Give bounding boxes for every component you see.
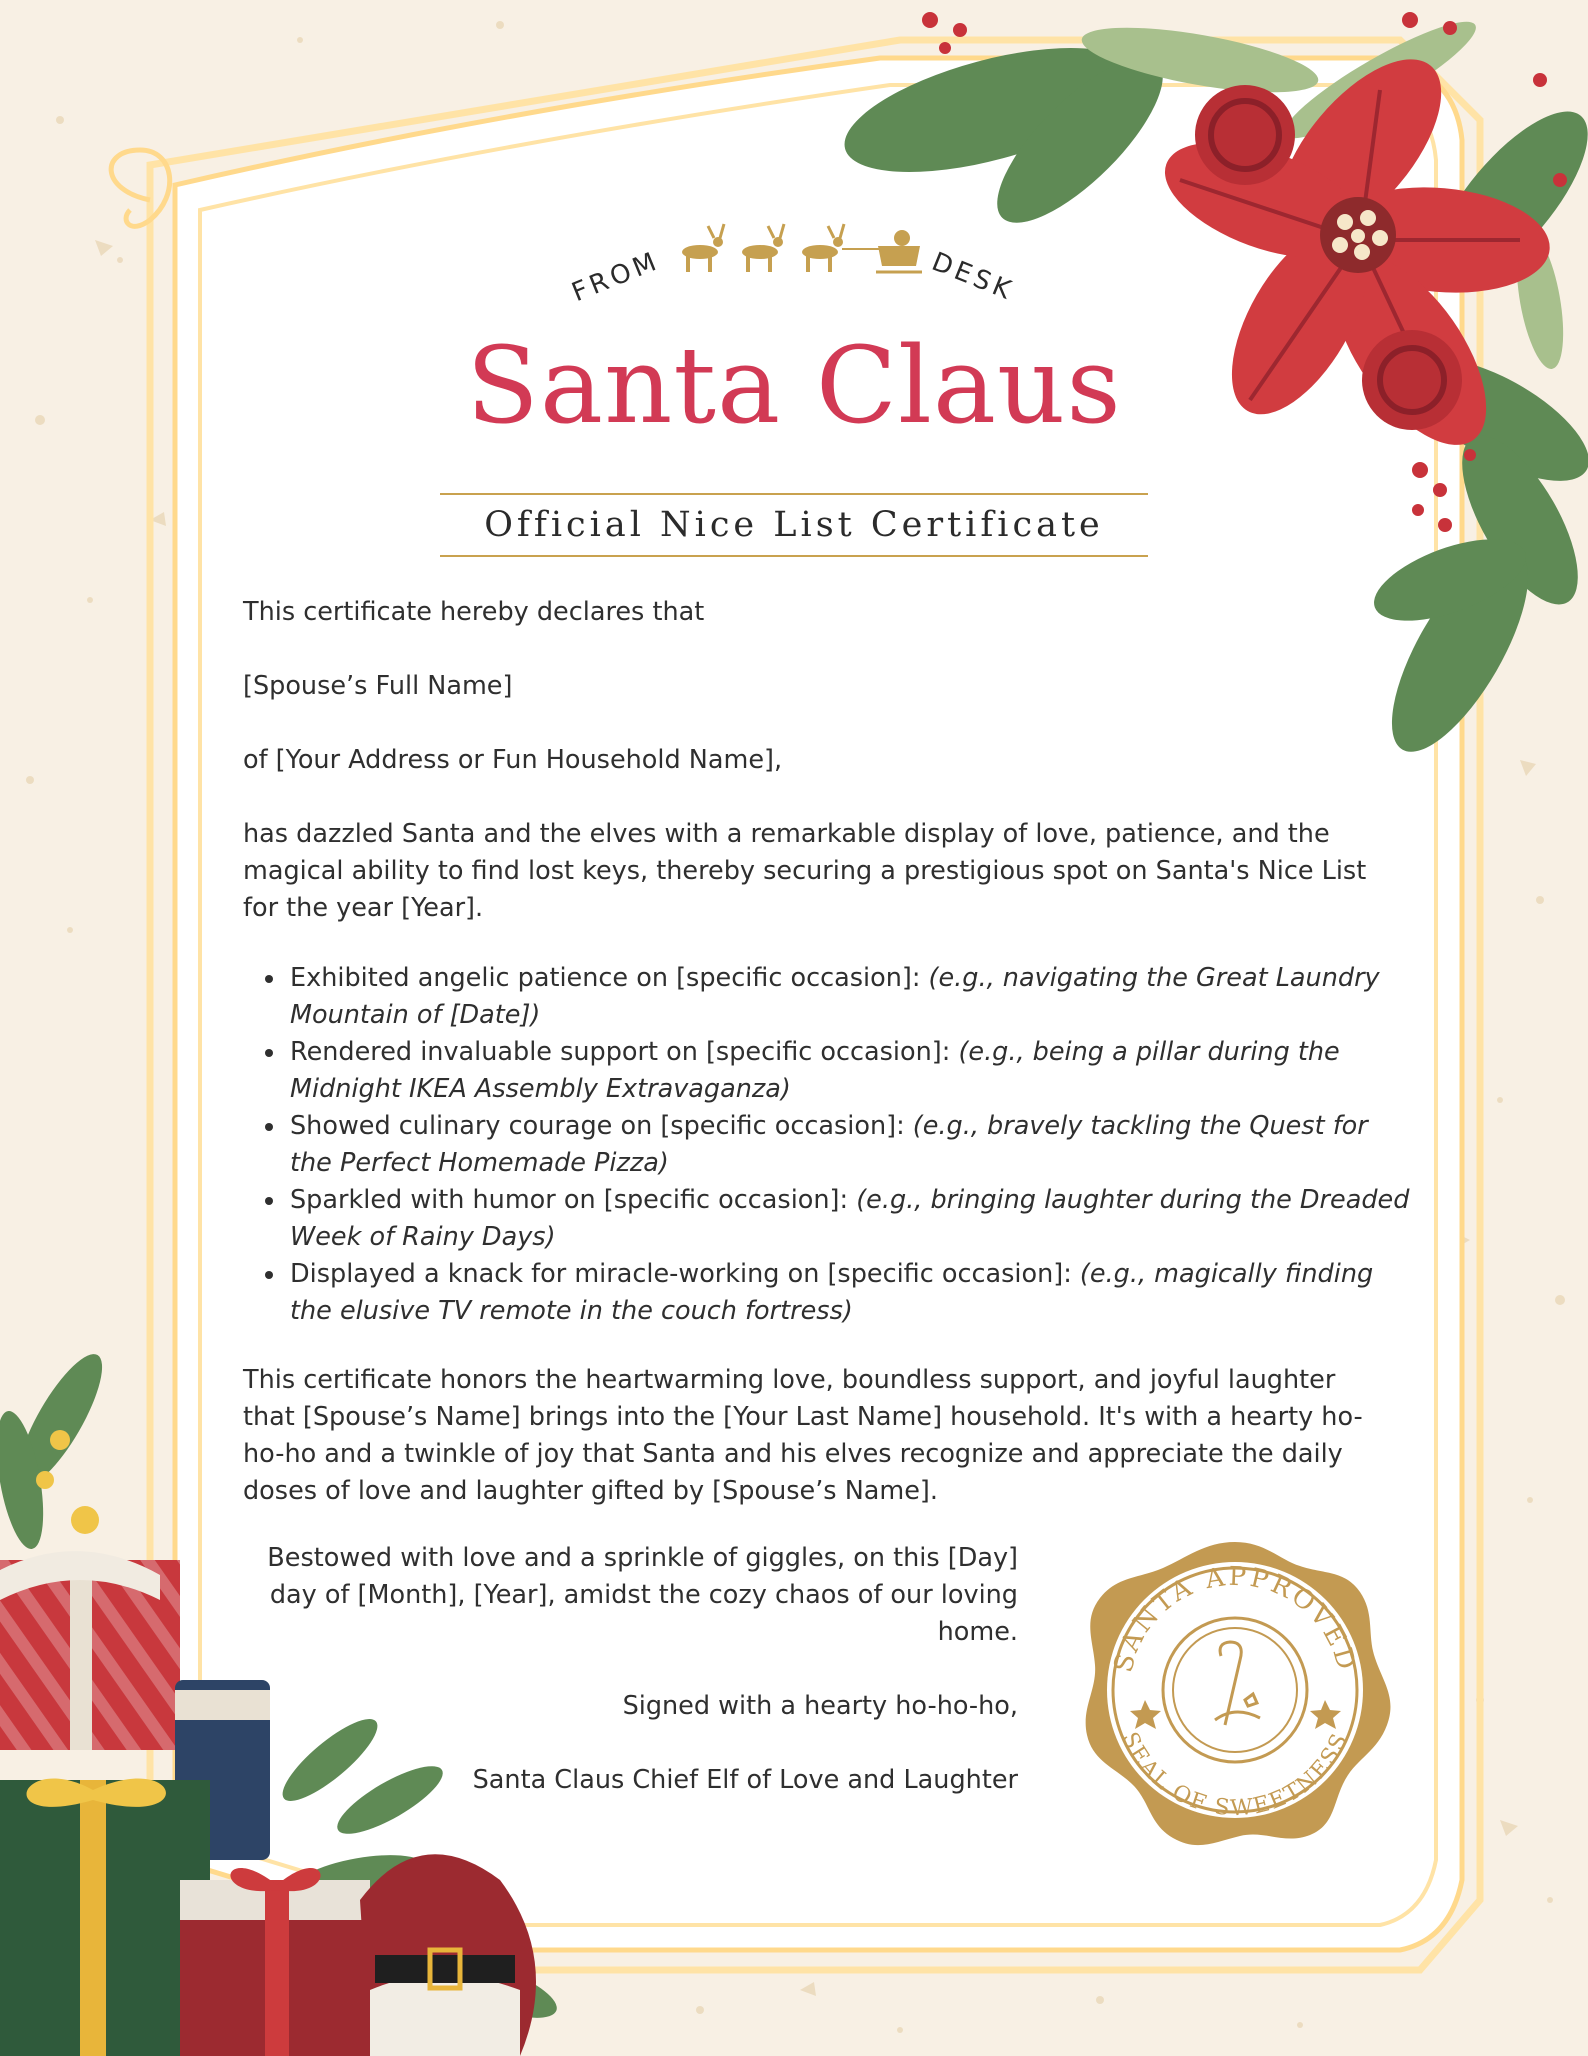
intro-text: This certificate hereby declares that — [243, 597, 705, 627]
achievement-example: (e.g., bravely tackling the Quest for the Perfect Homemade Pizza) — [290, 1111, 1368, 1178]
list-item — [290, 1108, 1410, 1182]
honor-text: This certificate honors the heartwarming love, boundless support, and joyful laughter that [Spouse’s Name] brings into the [Your Last Name] household. It's with a hearty ho-ho-ho and a twinkle of joy that Santa and his elves recognize and appreciate the daily doses of love and laughter gifted by [Spouse’s Name]. — [243, 1365, 1363, 1506]
achievement-text: Showed culinary courage on [specific occasion]: — [290, 1111, 913, 1141]
achievement-list — [243, 960, 1410, 1330]
list-item — [290, 1182, 1410, 1256]
achievement-example: (e.g., magically finding the elusive TV remote in the couch fortress) — [290, 1259, 1374, 1326]
signed-text: Signed with a hearty ho-ho-ho, — [622, 1691, 1018, 1721]
spouse-name: [Spouse’s Full Name] — [243, 671, 513, 701]
list-item — [290, 1256, 1410, 1330]
achievement-text: Displayed a knack for miracle-working on [specific occasion]: — [290, 1259, 1080, 1289]
achievement-example: (e.g., bringing laughter during the Dreaded Week of Rainy Days) — [290, 1185, 1410, 1252]
list-item — [290, 1034, 1410, 1108]
seal-top-text: SANTA APPROVED — [1108, 1561, 1362, 1676]
header-desk: DESK — [927, 246, 1019, 308]
bestowed-text: Bestowed with love and a sprinkle of giggles, on this [Day] day of [Month], [Year], amidst the cozy chaos of our loving home. — [267, 1543, 1018, 1647]
achievement-text: Rendered invaluable support on [specific occasion]: — [290, 1037, 959, 1067]
list-item — [290, 960, 1410, 1034]
achievement-example: (e.g., navigating the Great Laundry Mountain of [Date]) — [290, 963, 1380, 1030]
achievement-text: Exhibited angelic patience on [specific occasion]: — [290, 963, 929, 993]
reindeer-sleigh-icon — [670, 218, 930, 280]
signature-text: Santa Claus Chief Elf of Love and Laughter — [472, 1765, 1018, 1795]
achievement-example: (e.g., being a pillar during the Midnight IKEA Assembly Extravaganza) — [290, 1037, 1340, 1104]
seal-bottom-text: SEAL OF SWEETNESS — [1116, 1728, 1354, 1822]
achievement-text: Sparkled with humor on [specific occasion]: — [290, 1185, 857, 1215]
santa-approved-seal — [1075, 1530, 1395, 1850]
header-from: FROM — [567, 245, 665, 309]
certificate-title: Santa Claus — [466, 324, 1122, 447]
certificate-subtitle: Official Nice List Certificate — [440, 493, 1148, 557]
address-text: of [Your Address or Fun Household Name], — [243, 745, 783, 775]
declaration-text: has dazzled Santa and the elves with a remarkable display of love, patience, and the magical ability to find lost keys, thereby securing a prestigious spot on Santa's Nice List for the year [Year]. — [243, 819, 1367, 923]
